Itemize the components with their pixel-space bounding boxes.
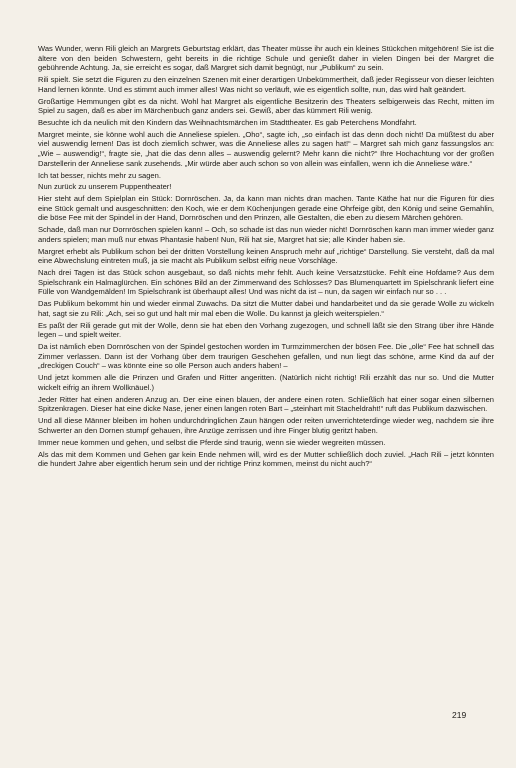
paragraph: Großartige Hemmungen gibt es da nicht. Wohl hat Margret als eigentliche Besitzerin des Theaters selbigerweis das Recht, mitten im Spiel zu sagen, daß es aber im Märchenbuch ganz anders sei. Gewiß, aber das kümmert Rili wenig. bbox=[38, 96, 494, 116]
paragraph: Und jetzt kommen alle die Prinzen und Grafen und Ritter angeritten. (Natürlich nicht richtig! Rili erzählt das nur so. Und die Mutter wickelt eifrig an ihrem Wollknäuel.) bbox=[38, 373, 494, 392]
paragraph: Da ist nämlich eben Dornröschen von der Spindel gestochen worden im Turmzimmerchen der bösen Fee. Die „olle“ Fee hat schnell das Zimmer verlassen. Dann ist der Vorhang über dem traurigen Geschehen gefallen, und nun liegt das schöne, arme Kind da auf der „dreckigen Couch“ – was könnte eine so olle Person auch anders haben! – bbox=[38, 342, 494, 371]
paragraph: Ich tat besser, nichts mehr zu sagen. bbox=[38, 170, 161, 180]
paragraph: Das Publikum bekommt hin und wieder einmal Zuwachs. Da sitzt die Mutter dabei und handarbeitet und da sie gerade Wolle zu wickeln hat, sagt sie zu Rili: „Ach, sei so gut und halt mir mal eben die Wolle. Du kannst ja gleich weiterspielen.“ bbox=[38, 299, 494, 318]
paragraph: Rili spielt. Sie setzt die Figuren zu den einzelnen Szenen mit einer derartigen Unbekümmertheit, daß jeder Regisseur von dieser leichten Hand lernen könnte. Und es stimmt auch immer alles! Was nicht so verläuft, wie es eigentlich sollte, nun, das wird halt geändert. bbox=[38, 75, 494, 94]
paragraph: Nun zurück zu unserem Puppentheater! bbox=[38, 182, 172, 192]
paragraph: Und all diese Männer bleiben im hohen undurchdringlichen Zaun hängen oder reiten unverrichteterdinge wieder weg, nachdem sie ihre Schwerter an den Dornen stumpf gehauen, ihre Anzüge zerrissen und ihre Finger blutig geritzt haben. bbox=[38, 416, 494, 435]
body-text bbox=[38, 44, 494, 471]
paragraph: Schade, daß man nur Dornröschen spielen kann! – Och, so schade ist das nun wieder nicht! Dornröschen kann man immer wieder ganz anders spielen; man muß nur etwas Phantasie haben! Nun, Rili hat sie, Margret hat sie; alle Kinder haben sie. bbox=[38, 225, 494, 244]
paragraph: Was Wunder, wenn Rili gleich an Margrets Geburtstag erklärt, das Theater müsse ihr auch ein kleines Stückchen mitgehören! Sie ist die ältere von den beiden Schwestern, geht bereits in die richtige Schule und genießt daher in vielen Dingen bei der Margret die gebührende Achtung. Ja, sie erreicht es sogar, daß Margret sich damit begnügt, nur „Publikum“ zu sein. bbox=[38, 44, 494, 73]
page-number: 219 bbox=[452, 710, 467, 720]
paragraph: Margret erhebt als Publikum schon bei der dritten Vorstellung keinen Anspruch mehr auf „richtige“ Darstellung. Sie versteht, daß da mal eine Abwechslung eintreten muß, ja sie macht als Publikum selbst eifrig neue Vorschläge. bbox=[38, 246, 494, 266]
paragraph: Besuchte ich da neulich mit den Kindern das Weihnachtsmärchen im Stadttheater. Es gab Peterchens Mondfahrt. bbox=[38, 118, 417, 127]
paragraph: Es paßt der Rili gerade gut mit der Wolle, denn sie hat eben den Vorhang zugezogen, und schnell läßt sie den Strang über ihre Hände legen – und spielt weiter. bbox=[38, 320, 494, 340]
paragraph: Margret meinte, sie könne wohl auch die Anneliese spielen. „Oho“, sagte ich, „so einfach ist das denn doch nicht! Da müßtest du aber viel auswendig lernen! Das ist doch ziemlich schwer, was die Anneliese alles zu sagen hat!“ – Margret sah mich ganz fassungslos an: „Wie – auswendig!“, fragte sie, „hat die das denn alles – auswendig gelernt? Mehr kann die nicht?“ Ihre Hochachtung vor der großen Darstellerin der Anneliese sank zusehends. „Mir würde aber auch schon so von allein was einfallen, wenn ich die Anneliese wäre.“ bbox=[38, 129, 494, 168]
paragraph: Immer neue kommen und gehen, und selbst die Pferde sind traurig, wenn sie wieder wegreiten müssen. bbox=[38, 437, 386, 447]
paragraph: Nach drei Tagen ist das Stück schon ausgebaut, so daß nichts mehr fehlt. Auch keine Versatzstücke. Fehlt eine Hofdame? Aus dem Spielschrank ein Halmaglürchen. Ein schönes Bild an der Zimmerwand des Schlosses? Das Blumenquartett im Spielschrank liefert eine Fülle von Wandgemälden! Im Spielschrank ist überhaupt alles! Und was nicht da ist – nun, da sagen wir einfach nur so . . . bbox=[38, 268, 494, 297]
paragraph: Hier steht auf dem Spielplan ein Stück: Dornröschen. Ja, da kann man nichts dran machen. Tante Käthe hat nur die Figuren für dies eine Stück gemalt und ausgeschnitten: den Koch, wie er dem Küchenjungen gerade eine Ohrfeige gibt, den König und seine Gemahlin, die böse Fee mit der Spindel in der Hand, Dornröschen und den Prinzen, alle Gestalten, die eben zu diesem Märchen gehören. bbox=[38, 194, 494, 223]
paragraph: Jeder Ritter hat einen anderen Anzug an. Der eine einen blauen, der andere einen roten. Schließlich hat einer sogar einen silbernen Spitzenkragen. Dieser hat eine dicke Nase, jener einen langen roten Bart – „steinhart mit Stacheldraht!“ ruft das Publikum dazwischen. bbox=[38, 394, 494, 414]
paragraph: Als das mit dem Kommen und Gehen gar kein Ende nehmen will, wird es der Mutter schließlich doch zuviel. „Hach Rili – jetzt könnten die hundert Jahre aber eigentlich herum sein und der richtige Prinz kommen, meinst du nicht auch?“ bbox=[38, 449, 494, 469]
